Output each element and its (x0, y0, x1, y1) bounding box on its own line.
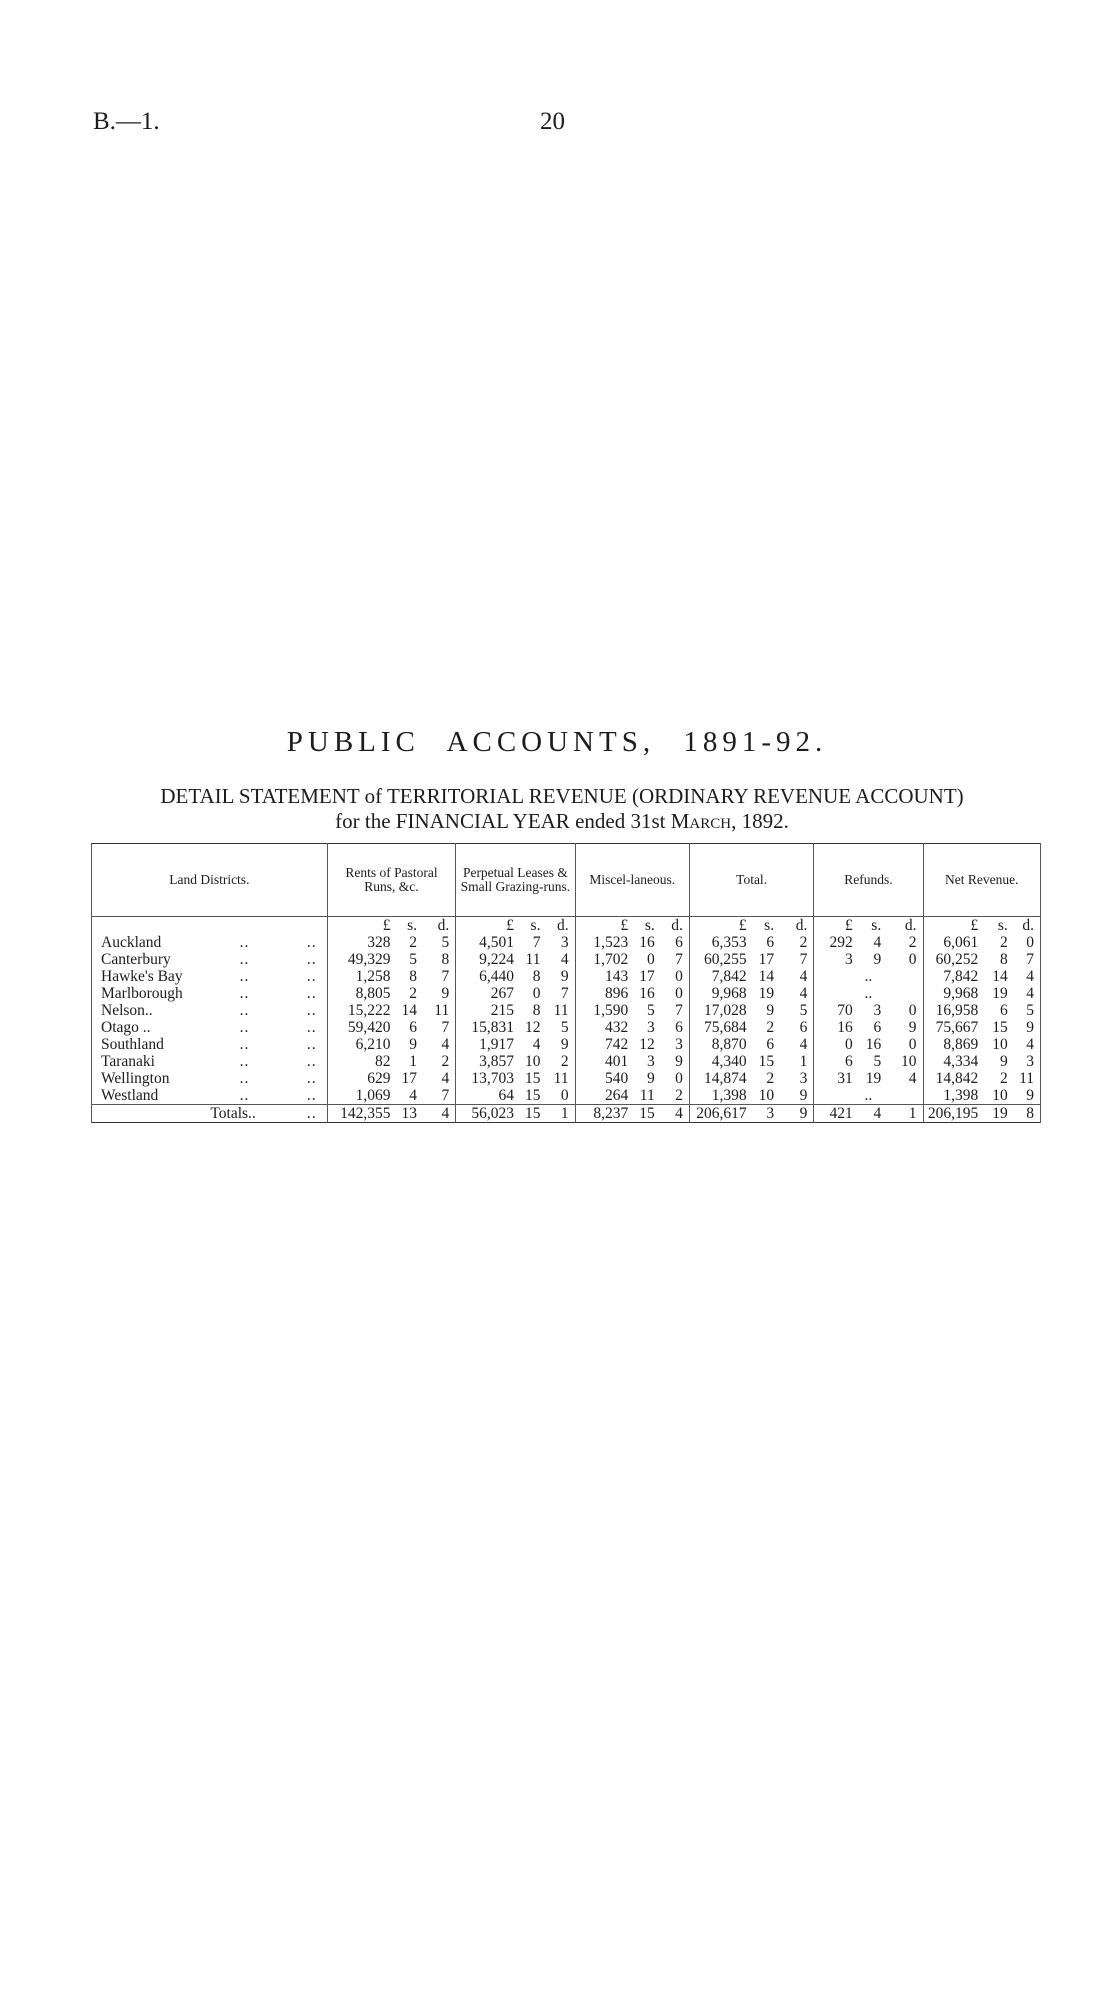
perpetual-cell-pounds: 6,440 (456, 968, 518, 985)
total-cell-pence: 6 (799, 1019, 808, 1036)
perpetual-cell-shillings: 8 (532, 1002, 541, 1019)
dot-leader: .. (239, 951, 250, 968)
net-cell-shillings: 2 (1000, 1070, 1008, 1087)
misc-cell-pounds: 264 (575, 1087, 632, 1105)
rents-cell-pounds: 1,069 (327, 1087, 394, 1105)
district-name: Canterbury (92, 951, 230, 968)
refunds-cell-pence: 4 (908, 1070, 917, 1087)
net-cell-pence: 9 (1011, 1019, 1041, 1036)
table-row (92, 1036, 1041, 1053)
net-cell-pence: 9 (1011, 1087, 1041, 1105)
total-perpetual-shillings: 15 (518, 1105, 544, 1123)
perpetual-cell-pence: 9 (560, 1036, 569, 1053)
perpetual-cell-pounds: 215 (456, 1002, 518, 1019)
pence-unit-label: d. (671, 917, 683, 934)
total-perpetual-pounds: 56,023 (456, 1105, 518, 1123)
total-cell-pence: 7 (799, 951, 808, 968)
total-rents-shillings: 13 (395, 1105, 421, 1123)
total-cell-pence: 2 (799, 934, 808, 951)
net-cell-pence: 3 (1011, 1053, 1041, 1070)
total-total-pounds: 206,617 (689, 1105, 750, 1123)
refunds-cell-pounds: 70 (814, 1002, 857, 1019)
shillings-unit-label: s. (997, 917, 1008, 934)
net-cell-pounds: 75,667 (923, 1019, 982, 1036)
perpetual-cell-shillings: 10 (524, 1053, 541, 1070)
page-reference: B.—1. (93, 108, 160, 135)
perpetual-cell-shillings: 15 (524, 1070, 541, 1087)
net-cell-shillings: 8 (1000, 951, 1008, 968)
misc-cell-pence: 7 (675, 1002, 683, 1019)
refunds-cell-pence: 0 (908, 1002, 917, 1019)
net-cell-pence: 7 (1011, 951, 1041, 968)
dot-leader: .. (239, 1087, 250, 1104)
net-cell-pounds: 16,958 (923, 1002, 982, 1019)
district-name: Otago .. (92, 1019, 230, 1036)
misc-cell-pounds: 1,702 (575, 951, 632, 968)
table-row (92, 985, 1041, 1002)
net-cell-pence: 4 (1011, 1036, 1041, 1053)
rents-cell-pounds: 328 (327, 934, 394, 951)
misc-cell-pence: 0 (675, 968, 683, 985)
shillings-unit-label: s. (644, 917, 655, 934)
misc-cell-shillings: 12 (639, 1036, 655, 1053)
pence-unit-label: d. (437, 917, 450, 934)
dot-leader: .. (239, 968, 250, 985)
rents-cell-pence: 2 (441, 1053, 450, 1070)
territorial-revenue-table (91, 843, 1041, 1123)
rents-cell-pounds: 49,329 (327, 951, 394, 968)
table-row (92, 1002, 1041, 1019)
total-cell-pence: 3 (799, 1070, 808, 1087)
total-cell-pounds: 60,255 (689, 951, 750, 968)
misc-cell-shillings: 11 (639, 1087, 655, 1104)
district-name: Wellington (92, 1070, 230, 1087)
shillings-unit-label: s. (871, 917, 882, 934)
total-cell-shillings: 2 (766, 1019, 775, 1036)
subtitle-month-rest: ARCH (689, 816, 732, 832)
total-perpetual-pence: 1 (543, 1105, 575, 1123)
total-cell-pence: 9 (799, 1087, 808, 1104)
refunds-cell-pounds: 292 (814, 934, 857, 951)
misc-cell-shillings: 17 (639, 968, 655, 985)
dot-leader: .. (306, 1087, 317, 1104)
total-cell-shillings: 15 (758, 1053, 775, 1070)
refunds-cell-pounds: 3 (814, 951, 857, 968)
total-cell-pounds: 9,968 (689, 985, 750, 1002)
refunds-cell-shillings: 16 (865, 1036, 882, 1053)
column-header-miscellaneous: Miscel-laneous. (575, 844, 689, 917)
table-body (92, 917, 1041, 1123)
perpetual-cell-pounds: 4,501 (456, 934, 518, 951)
totals-label: Totals.. (92, 1105, 260, 1123)
total-cell-pence: 1 (799, 1053, 808, 1070)
district-name: Nelson.. (92, 1002, 230, 1019)
refunds-cell-shillings: 6 (873, 1019, 882, 1036)
net-cell-shillings: 10 (992, 1036, 1008, 1053)
total-net-pounds: 206,195 (923, 1105, 982, 1123)
total-rents-pence: 4 (420, 1105, 456, 1123)
table-row (92, 951, 1041, 968)
dot-leader: .. (306, 985, 317, 1002)
perpetual-cell-pence: 7 (560, 985, 569, 1002)
net-cell-pence: 4 (1011, 968, 1041, 985)
net-cell-pounds: 14,842 (923, 1070, 982, 1087)
perpetual-cell-pounds: 9,224 (456, 951, 518, 968)
net-cell-shillings: 2 (1000, 934, 1008, 951)
perpetual-cell-pence: 5 (560, 1019, 569, 1036)
refunds-cell-pence: 9 (908, 1019, 917, 1036)
total-cell-pounds: 14,874 (689, 1070, 750, 1087)
refunds-cell-pounds: 6 (814, 1053, 857, 1070)
refunds-cell-shillings: 9 (873, 951, 882, 968)
net-cell-shillings: 15 (992, 1019, 1008, 1036)
total-net-shillings: 19 (982, 1105, 1011, 1123)
shillings-unit-label: s. (530, 917, 541, 934)
total-refunds-shillings: 4 (857, 1105, 885, 1123)
table-row (92, 1053, 1041, 1070)
misc-cell-pounds: 1,590 (575, 1002, 632, 1019)
rents-cell-pence: 9 (441, 985, 450, 1002)
pounds-unit-label: £ (689, 917, 750, 935)
perpetual-cell-pounds: 267 (456, 985, 518, 1002)
subtitle-line-2-start: for the FINANCIAL YEAR ended 31st (335, 809, 671, 833)
total-cell-shillings: 6 (766, 934, 775, 951)
net-cell-shillings: 10 (992, 1087, 1008, 1104)
refunds-cell-pence: 0 (908, 951, 917, 968)
pounds-unit-label: £ (814, 917, 857, 935)
dot-leader: .. (306, 934, 317, 951)
perpetual-cell-pounds: 15,831 (456, 1019, 518, 1036)
pounds-unit-label: £ (327, 917, 394, 935)
total-cell-shillings: 2 (766, 1070, 775, 1087)
total-cell-pounds: 8,870 (689, 1036, 750, 1053)
misc-cell-pence: 6 (675, 1019, 683, 1036)
rents-cell-pounds: 6,210 (327, 1036, 394, 1053)
total-misc-pence: 4 (658, 1105, 690, 1123)
perpetual-cell-pounds: 64 (456, 1087, 518, 1105)
net-cell-shillings: 14 (992, 968, 1008, 985)
dot-leader: .. (306, 1070, 317, 1087)
dot-leader: .. (306, 1036, 317, 1053)
page-number: 20 (540, 108, 565, 135)
total-misc-shillings: 15 (632, 1105, 658, 1123)
column-header-land-districts: Land Districts. (92, 844, 328, 917)
rents-cell-shillings: 8 (409, 968, 417, 985)
subtitle-line-2-end: , 1892. (731, 809, 789, 833)
rents-cell-shillings: 9 (409, 1036, 417, 1053)
total-cell-shillings: 10 (758, 1087, 775, 1104)
misc-cell-pounds: 742 (575, 1036, 632, 1053)
total-cell-pence: 4 (799, 968, 808, 985)
total-cell-shillings: 9 (766, 1002, 775, 1019)
total-cell-pence: 4 (799, 985, 808, 1002)
column-header-total: Total. (689, 844, 813, 917)
pounds-unit-label: £ (456, 917, 518, 935)
subtitle-month-initial: M (670, 809, 690, 833)
total-cell-pounds: 7,842 (689, 968, 750, 985)
misc-cell-pence: 7 (675, 951, 683, 968)
perpetual-cell-pounds: 3,857 (456, 1053, 518, 1070)
table-header-row (92, 844, 1041, 917)
district-name: Auckland (92, 934, 230, 951)
dot-leader: .. (239, 1036, 250, 1053)
rents-cell-pence: 4 (441, 1070, 450, 1087)
total-refunds-pounds: 421 (814, 1105, 857, 1123)
perpetual-cell-pence: 9 (560, 968, 569, 985)
dot-leader: .. (239, 1002, 250, 1019)
net-cell-pounds: 6,061 (923, 934, 982, 951)
perpetual-cell-shillings: 8 (532, 968, 541, 985)
table-row (92, 934, 1041, 951)
total-cell-shillings: 17 (758, 951, 775, 968)
district-name: Hawke's Bay (92, 968, 230, 985)
rents-cell-shillings: 4 (409, 1087, 417, 1104)
rents-cell-shillings: 2 (409, 985, 417, 1002)
perpetual-cell-shillings: 4 (532, 1036, 541, 1053)
currency-units-row (92, 917, 1041, 935)
misc-cell-pounds: 432 (575, 1019, 632, 1036)
rents-cell-shillings: 6 (409, 1019, 417, 1036)
misc-cell-shillings: 16 (639, 985, 655, 1002)
misc-cell-pounds: 540 (575, 1070, 632, 1087)
net-cell-pence: 4 (1011, 985, 1041, 1002)
pounds-unit-label: £ (923, 917, 982, 935)
net-cell-pence: 11 (1011, 1070, 1041, 1087)
table-row (92, 1087, 1041, 1105)
perpetual-cell-shillings: 0 (532, 985, 541, 1002)
dot-leader: .. (239, 985, 250, 1002)
rents-cell-pence: 7 (441, 968, 450, 985)
net-cell-pounds: 7,842 (923, 968, 982, 985)
total-cell-shillings: 6 (766, 1036, 775, 1053)
net-cell-shillings: 9 (1000, 1053, 1008, 1070)
misc-cell-pence: 9 (675, 1053, 683, 1070)
net-cell-pence: 0 (1011, 934, 1041, 951)
shillings-unit-label: s. (407, 917, 417, 934)
rents-cell-pounds: 8,805 (327, 985, 394, 1002)
district-name: Westland (92, 1087, 230, 1105)
net-cell-pounds: 1,398 (923, 1087, 982, 1105)
total-net-pence: 8 (1011, 1105, 1041, 1123)
rents-cell-shillings: 17 (401, 1070, 417, 1087)
perpetual-cell-shillings: 7 (532, 934, 541, 951)
pence-unit-label: d. (795, 917, 808, 934)
misc-cell-shillings: 3 (646, 1053, 655, 1070)
rents-cell-pounds: 629 (327, 1070, 394, 1087)
perpetual-cell-shillings: 11 (525, 951, 541, 968)
net-cell-pounds: 9,968 (923, 985, 982, 1002)
perpetual-cell-pence: 4 (560, 951, 569, 968)
district-name: Taranaki (92, 1053, 230, 1070)
perpetual-cell-pounds: 1,917 (456, 1036, 518, 1053)
district-name: Southland (92, 1036, 230, 1053)
misc-cell-pence: 6 (675, 934, 683, 951)
pence-unit-label: d. (1011, 917, 1041, 935)
document-subtitle (80, 784, 1044, 837)
dot-leader: .. (239, 1019, 250, 1036)
misc-cell-shillings: 3 (646, 1019, 655, 1036)
refunds-cell-pounds: 16 (814, 1019, 857, 1036)
misc-cell-pence: 2 (675, 1087, 683, 1104)
column-header-net-revenue: Net Revenue. (923, 844, 1040, 917)
total-cell-pounds: 4,340 (689, 1053, 750, 1070)
rents-cell-shillings: 14 (401, 1002, 417, 1019)
total-cell-pounds: 17,028 (689, 1002, 750, 1019)
dot-leader: .. (239, 1053, 250, 1070)
table-row (92, 1070, 1041, 1087)
column-header-rents: Rents of Pastoral Runs, &c. (327, 844, 456, 917)
rents-cell-pounds: 1,258 (327, 968, 394, 985)
misc-cell-shillings: 0 (646, 951, 655, 968)
units-row-spacer (92, 917, 328, 935)
total-misc-pounds: 8,237 (575, 1105, 632, 1123)
misc-cell-shillings: 9 (646, 1070, 655, 1087)
misc-cell-pounds: 143 (575, 968, 632, 985)
refunds-cell-pence: 10 (901, 1053, 917, 1070)
perpetual-cell-pence: 11 (553, 1070, 569, 1087)
rents-cell-shillings: 2 (409, 934, 417, 951)
total-total-shillings: 3 (751, 1105, 778, 1123)
dot-leader: .. (239, 1070, 250, 1087)
refunds-cell-pence: 0 (908, 1036, 917, 1053)
dot-leader: .. (239, 934, 250, 951)
net-cell-shillings: 19 (992, 985, 1008, 1002)
refunds-cell-shillings: 5 (873, 1053, 882, 1070)
rents-cell-pence: 7 (441, 1019, 450, 1036)
net-cell-shillings: 6 (1000, 1002, 1008, 1019)
net-cell-pounds: 4,334 (923, 1053, 982, 1070)
dot-leader: .. (306, 1002, 317, 1019)
column-header-refunds: Refunds. (814, 844, 923, 917)
perpetual-cell-pence: 2 (560, 1053, 569, 1070)
refunds-cell-blank: .. (814, 968, 923, 985)
refunds-cell-shillings: 4 (873, 934, 882, 951)
dot-leader: .. (306, 1019, 317, 1036)
misc-cell-pounds: 896 (575, 985, 632, 1002)
rents-cell-pounds: 82 (327, 1053, 394, 1070)
misc-cell-pounds: 1,523 (575, 934, 632, 951)
dot-leader: .. (306, 968, 317, 985)
pence-unit-label: d. (904, 917, 917, 934)
total-cell-pence: 4 (799, 1036, 808, 1053)
total-cell-pounds: 1,398 (689, 1087, 750, 1105)
revenue-table-container (91, 843, 1041, 1123)
misc-cell-pence: 0 (675, 985, 683, 1002)
total-cell-shillings: 19 (758, 985, 775, 1002)
rents-cell-pounds: 59,420 (327, 1019, 394, 1036)
rents-cell-pounds: 15,222 (327, 1002, 394, 1019)
rents-cell-pence: 5 (441, 934, 450, 951)
perpetual-cell-shillings: 12 (524, 1019, 541, 1036)
total-total-pence: 9 (777, 1105, 814, 1123)
dot-leader: .. (306, 951, 317, 968)
table-row (92, 1019, 1041, 1036)
total-refunds-pence: 1 (884, 1105, 923, 1123)
rents-cell-pence: 4 (441, 1036, 450, 1053)
district-name: Marlborough (92, 985, 230, 1002)
subtitle-line-1: DETAIL STATEMENT of TERRITORIAL REVENUE (ORDINARY REVENUE ACCOUNT) (160, 784, 964, 808)
net-cell-pounds: 8,869 (923, 1036, 982, 1053)
misc-cell-shillings: 5 (646, 1002, 655, 1019)
pence-unit-label: d. (556, 917, 569, 934)
total-rents-pounds: 142,355 (327, 1105, 394, 1123)
dot-leader: .. (260, 1105, 327, 1123)
misc-cell-pence: 3 (675, 1036, 683, 1053)
total-cell-shillings: 14 (758, 968, 775, 985)
perpetual-cell-pounds: 13,703 (456, 1070, 518, 1087)
refunds-cell-shillings: 3 (873, 1002, 882, 1019)
totals-row (92, 1105, 1041, 1123)
shillings-unit-label: s. (764, 917, 775, 934)
total-cell-pounds: 75,684 (689, 1019, 750, 1036)
net-cell-pence: 5 (1011, 1002, 1041, 1019)
rents-cell-pence: 11 (434, 1002, 450, 1019)
rents-cell-shillings: 1 (409, 1053, 417, 1070)
subtitle-line-2 (80, 809, 1044, 837)
refunds-cell-blank: .. (814, 1087, 923, 1105)
dot-leader: .. (306, 1053, 317, 1070)
rents-cell-pence: 7 (441, 1087, 450, 1104)
pounds-unit-label: £ (575, 917, 632, 935)
refunds-cell-pounds: 0 (814, 1036, 857, 1053)
table-row (92, 968, 1041, 985)
column-header-perpetual-leases: Perpetual Leases & Small Grazing-runs. (456, 844, 575, 917)
refunds-cell-pounds: 31 (814, 1070, 857, 1087)
misc-cell-shillings: 16 (639, 934, 655, 951)
perpetual-cell-shillings: 15 (524, 1087, 541, 1104)
refunds-cell-blank: .. (814, 985, 923, 1002)
total-cell-pence: 5 (799, 1002, 808, 1019)
rents-cell-pence: 8 (441, 951, 450, 968)
perpetual-cell-pence: 0 (560, 1087, 569, 1104)
document-title: PUBLIC ACCOUNTS, 1891-92. (286, 726, 828, 758)
refunds-cell-shillings: 19 (865, 1070, 882, 1087)
total-cell-pounds: 6,353 (689, 934, 750, 951)
misc-cell-pence: 0 (675, 1070, 683, 1087)
misc-cell-pounds: 401 (575, 1053, 632, 1070)
perpetual-cell-pence: 11 (553, 1002, 569, 1019)
perpetual-cell-pence: 3 (560, 934, 569, 951)
rents-cell-shillings: 5 (409, 951, 417, 968)
net-cell-pounds: 60,252 (923, 951, 982, 968)
refunds-cell-pence: 2 (908, 934, 917, 951)
